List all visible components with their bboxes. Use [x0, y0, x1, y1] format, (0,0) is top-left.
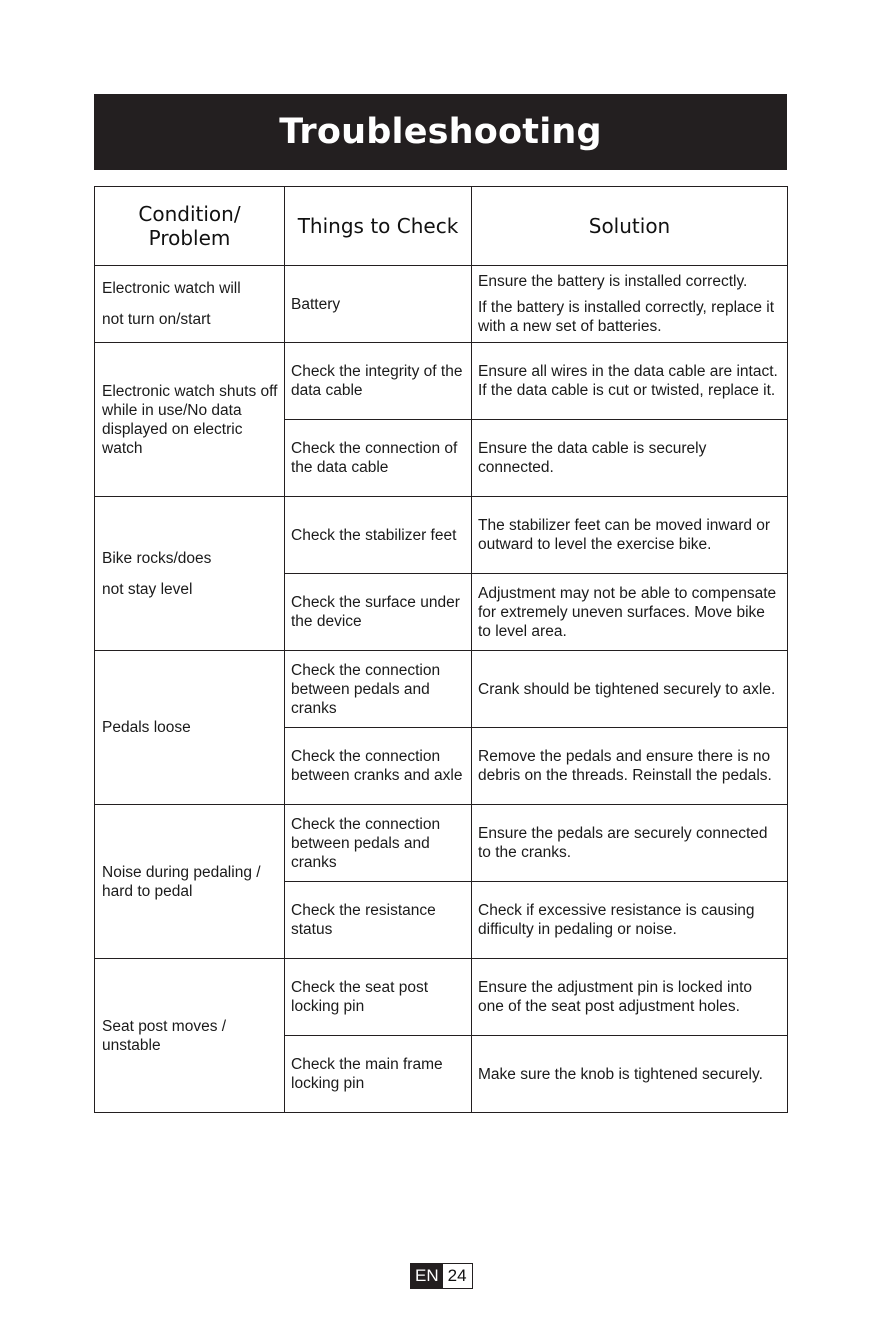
solution-cell: Remove the pedals and ensure there is no debris on the threads. Reinstall the pedals. [472, 728, 788, 805]
page-footer [410, 1263, 473, 1289]
check-cell: Check the seat post locking pin [285, 959, 472, 1036]
condition-cell: Pedals loose [95, 651, 285, 805]
table-row [95, 651, 788, 728]
condition-text: Electronic watch will [102, 280, 241, 297]
table-row [95, 266, 788, 343]
solution-cell: The stabilizer feet can be moved inward or outward to level the exercise bike. [472, 497, 788, 574]
header-condition [95, 187, 285, 266]
check-cell: Check the integrity of the data cable [285, 343, 472, 420]
solution-cell: Check if excessive resistance is causing difficulty in pedaling or noise. [472, 882, 788, 959]
condition-cell [95, 497, 285, 651]
check-cell: Check the main frame locking pin [285, 1036, 472, 1113]
solution-cell: Ensure all wires in the data cable are intact. If the data cable is cut or twisted, replace it. [472, 343, 788, 420]
language-badge: EN [411, 1264, 443, 1288]
condition-cell: Electronic watch shuts off while in use/No data displayed on electric watch [95, 343, 285, 497]
solution-cell [472, 266, 788, 343]
condition-cell [95, 266, 285, 343]
check-cell: Check the surface under the device [285, 574, 472, 651]
solution-cell: Ensure the adjustment pin is locked into one of the seat post adjustment holes. [472, 959, 788, 1036]
table-row [95, 497, 788, 574]
check-cell: Check the connection between pedals and cranks [285, 805, 472, 882]
check-cell: Check the resistance status [285, 882, 472, 959]
check-cell: Check the stabilizer feet [285, 497, 472, 574]
solution-cell: Ensure the data cable is securely connected. [472, 420, 788, 497]
solution-cell: Adjustment may not be able to compensate for extremely uneven surfaces. Move bike to level area. [472, 574, 788, 651]
page-title: Troubleshooting [279, 112, 602, 152]
solution-text: If the battery is installed correctly, replace it with a new set of batteries. [478, 299, 775, 335]
condition-cell: Seat post moves / unstable [95, 959, 285, 1113]
header-condition-line: Condition/ [138, 202, 241, 226]
solution-cell: Make sure the knob is tightened securely. [472, 1036, 788, 1113]
condition-text: not stay level [102, 580, 193, 598]
check-cell: Check the connection of the data cable [285, 420, 472, 497]
condition-text: Bike rocks/does [102, 549, 212, 567]
troubleshooting-table [94, 186, 788, 1113]
solution-text: Ensure the battery is installed correctly. [478, 273, 748, 290]
header-condition-line: Problem [148, 226, 231, 250]
condition-cell: Noise during pedaling / hard to pedal [95, 805, 285, 959]
check-cell: Check the connection between pedals and cranks [285, 651, 472, 728]
header-solution: Solution [472, 187, 788, 266]
header-things-to-check: Things to Check [285, 187, 472, 266]
table-row [95, 805, 788, 882]
condition-text: not turn on/start [102, 311, 211, 328]
table-header-row [95, 187, 788, 266]
check-cell: Battery [285, 266, 472, 343]
page-number: 24 [443, 1264, 472, 1288]
check-cell: Check the connection between cranks and axle [285, 728, 472, 805]
solution-cell: Ensure the pedals are securely connected to the cranks. [472, 805, 788, 882]
table-row [95, 343, 788, 420]
solution-cell: Crank should be tightened securely to axle. [472, 651, 788, 728]
title-bar [94, 94, 787, 170]
table-row [95, 959, 788, 1036]
